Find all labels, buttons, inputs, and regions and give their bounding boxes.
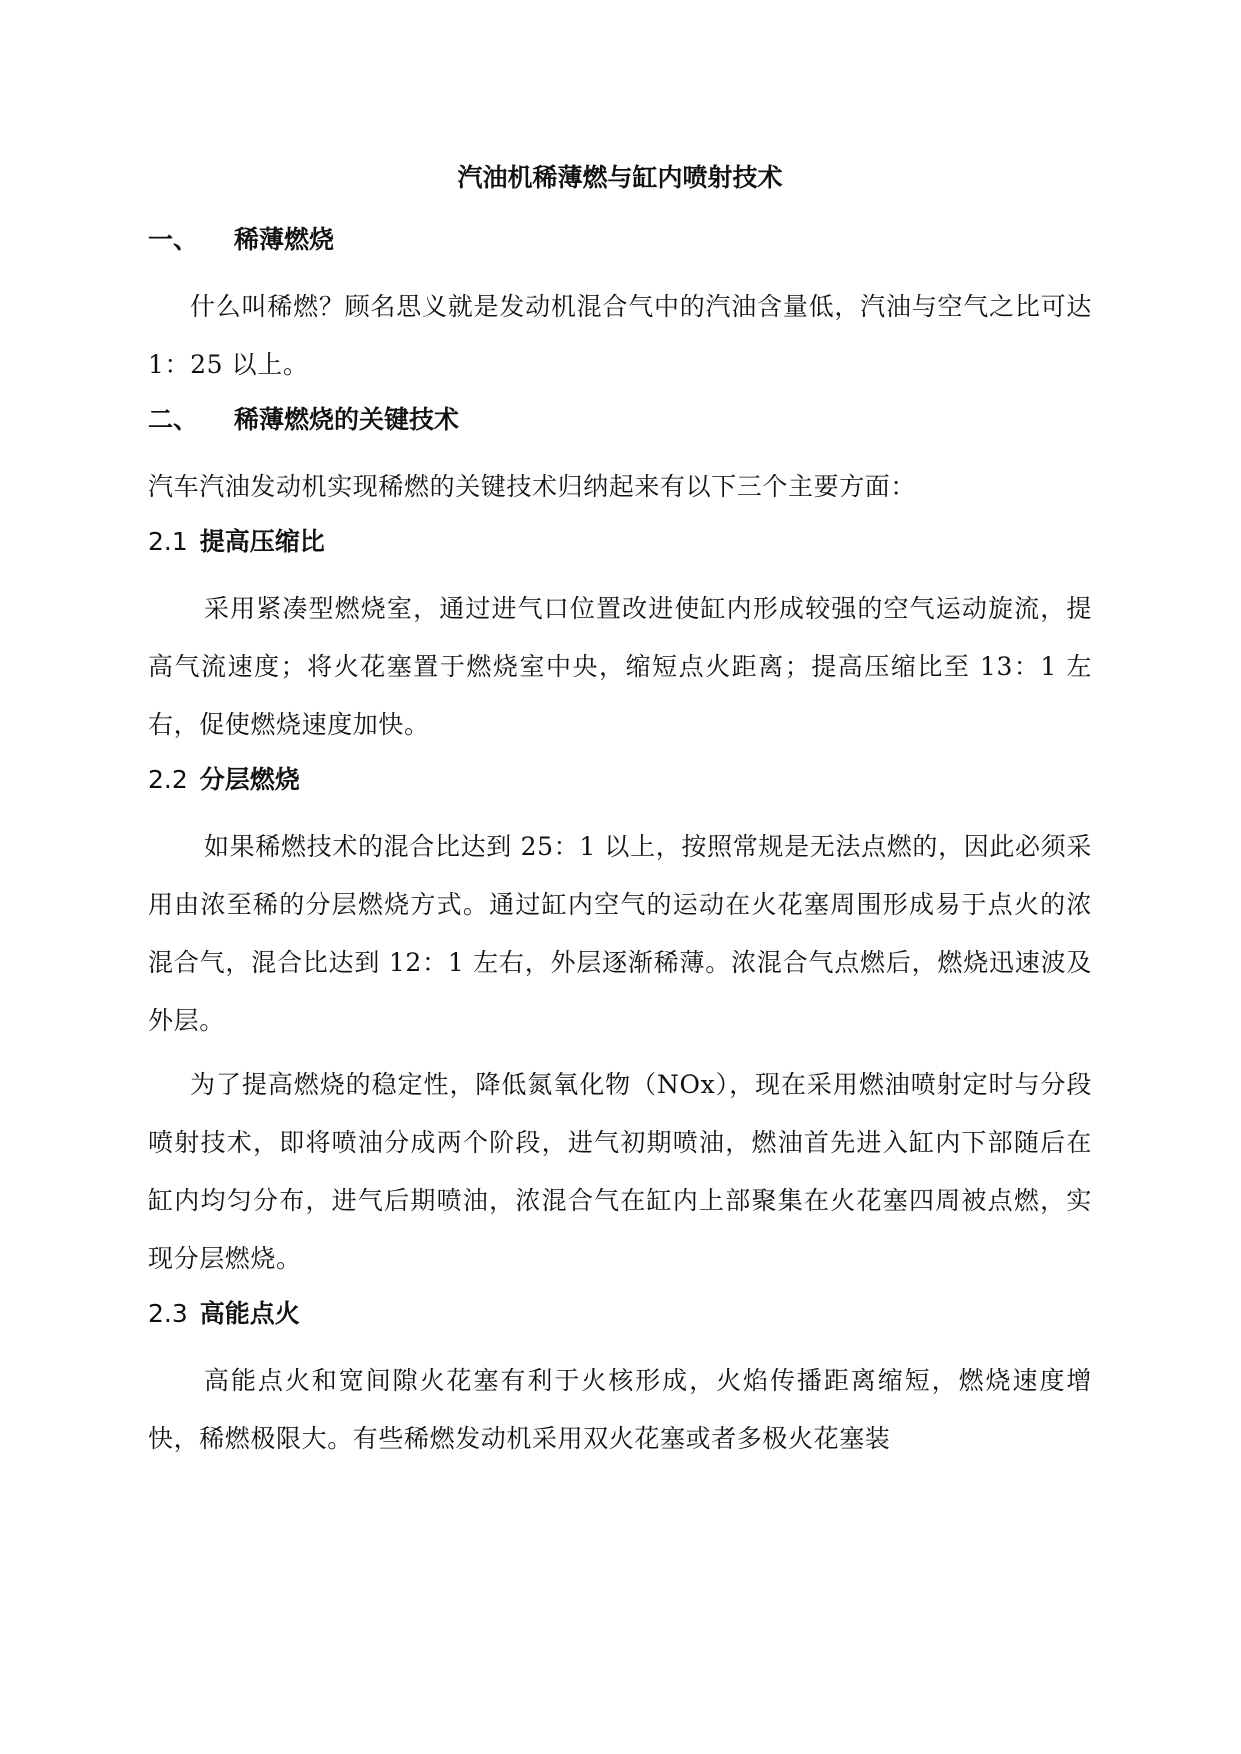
paragraph: 汽车汽油发动机实现稀燃的关键技术归纳起来有以下三个主要方面： bbox=[148, 472, 917, 501]
document-body bbox=[148, 158, 1092, 1474]
document-title: 汽油机稀薄燃与缸内喷射技术 bbox=[457, 163, 783, 192]
subsection-number: 2.2 bbox=[148, 765, 188, 794]
subsection-title: 分层燃烧 bbox=[199, 765, 300, 794]
paragraph: 采用紧凑型燃烧室，通过进气口位置改进使缸内形成较强的空气运动旋流，提高气流速度；将火花塞置于燃烧室中央，缩短点火距离；提高压缩比至 13：1 左右，促使燃烧速度加快。 bbox=[148, 594, 1092, 739]
section-number: 一、 bbox=[148, 225, 199, 254]
paragraph: 为了提高燃烧的稳定性，降低氮氧化物（NOx），现在采用燃油喷射定时与分段喷射技术，即将喷油分成两个阶段，进气初期喷油，燃油首先进入缸内下部随后在缸内均匀分布，进气后期喷油，浓混合气在缸内上部聚集在火花塞四周被点燃，实现分层燃烧。 bbox=[148, 1070, 1092, 1273]
section-heading-1 bbox=[148, 220, 1092, 260]
subsection-heading-2-3 bbox=[148, 1294, 1092, 1334]
paragraph: 什么叫稀燃？顾名思义就是发动机混合气中的汽油含量低，汽油与空气之比可达 1：25 以上。 bbox=[148, 292, 1092, 379]
paragraph: 高能点火和宽间隙火花塞有利于火核形成，火焰传播距离缩短，燃烧速度增快，稀燃极限大。有些稀燃发动机采用双火花塞或者多极火花塞装 bbox=[148, 1366, 1092, 1453]
paragraph: 如果稀燃技术的混合比达到 25：1 以上，按照常规是无法点燃的，因此必须采用由浓至稀的分层燃烧方式。通过缸内空气的运动在火花塞周围形成易于点火的浓混合气，混合比达到 12：1 左右，外层逐渐稀薄。浓混合气点燃后，燃烧迅速波及外层。 bbox=[148, 832, 1092, 1035]
subsection-number: 2.1 bbox=[148, 527, 188, 556]
section-number: 二、 bbox=[148, 405, 199, 434]
section-title: 稀薄燃烧 bbox=[234, 225, 335, 254]
section-heading-2 bbox=[148, 400, 1092, 440]
subsection-title: 高能点火 bbox=[199, 1299, 300, 1328]
subsection-heading-2-2 bbox=[148, 760, 1092, 800]
section-title: 稀薄燃烧的关键技术 bbox=[234, 405, 460, 434]
subsection-title: 提高压缩比 bbox=[199, 527, 325, 556]
subsection-heading-2-1 bbox=[148, 522, 1092, 562]
subsection-number: 2.3 bbox=[148, 1299, 188, 1328]
